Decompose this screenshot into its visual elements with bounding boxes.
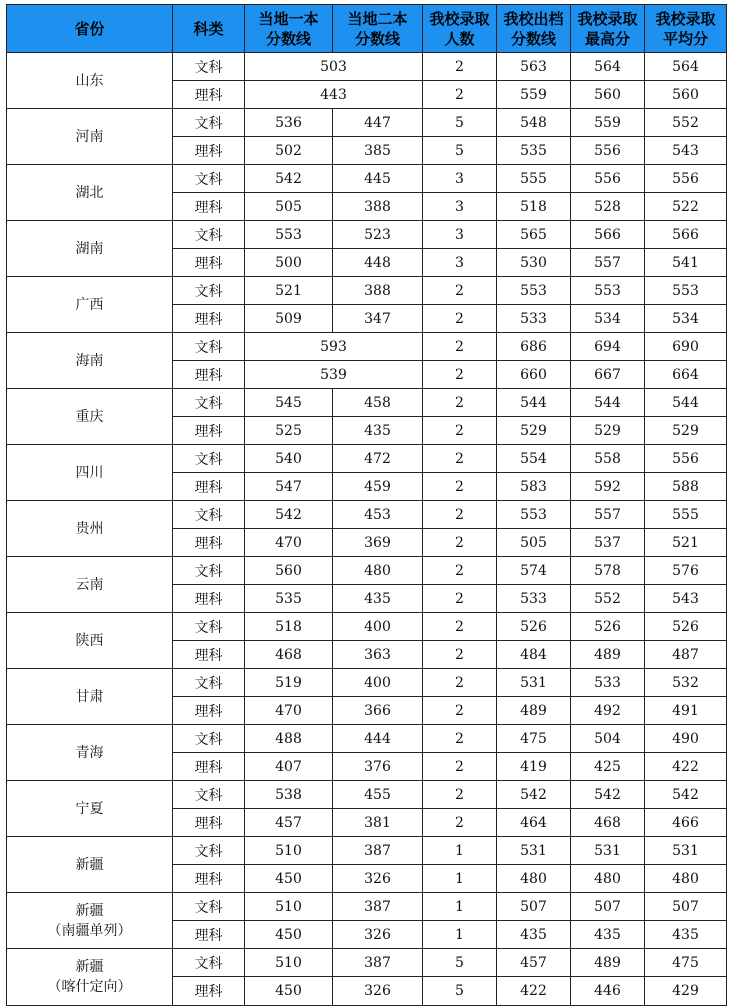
table-row — [7, 165, 727, 193]
max-score-cell: 507 — [571, 893, 645, 921]
archive-line-cell: 535 — [497, 137, 571, 165]
max-score-cell: 531 — [571, 837, 645, 865]
avg-score-cell: 529 — [645, 417, 727, 445]
category-cell: 理科 — [173, 865, 245, 893]
avg-score-cell: 491 — [645, 697, 727, 725]
province-cell — [7, 277, 173, 333]
category-cell: 理科 — [173, 697, 245, 725]
max-score-cell: 592 — [571, 473, 645, 501]
tier1-line-cell: 525 — [245, 417, 333, 445]
avg-score-cell: 564 — [645, 53, 727, 81]
province-cell — [7, 333, 173, 389]
tier1-line-cell: 407 — [245, 753, 333, 781]
category-cell: 理科 — [173, 977, 245, 1006]
enrolled-count-cell: 1 — [423, 893, 497, 921]
enrolled-count-cell: 2 — [423, 585, 497, 613]
tier1-line-cell: 470 — [245, 697, 333, 725]
archive-line-cell: 544 — [497, 389, 571, 417]
archive-line-cell: 553 — [497, 501, 571, 529]
avg-score-cell: 487 — [645, 641, 727, 669]
archive-line-cell: 554 — [497, 445, 571, 473]
tier1-line-cell: 545 — [245, 389, 333, 417]
enrolled-count-cell: 2 — [423, 529, 497, 557]
enrolled-count-cell: 2 — [423, 501, 497, 529]
tier2-line-cell: 388 — [333, 193, 423, 221]
enrolled-count-cell: 3 — [423, 249, 497, 277]
max-score-cell: 526 — [571, 613, 645, 641]
avg-score-cell: 555 — [645, 501, 727, 529]
header-province: 省份 — [7, 5, 173, 53]
category-cell: 文科 — [173, 949, 245, 977]
table-row — [7, 277, 727, 305]
category-cell: 文科 — [173, 501, 245, 529]
avg-score-cell: 522 — [645, 193, 727, 221]
max-score-cell: 534 — [571, 305, 645, 333]
avg-score-cell: 542 — [645, 781, 727, 809]
tier2-line-cell: 363 — [333, 641, 423, 669]
category-cell: 理科 — [173, 753, 245, 781]
enrolled-count-cell: 2 — [423, 445, 497, 473]
province-name: 四川 — [75, 464, 104, 481]
table-row — [7, 557, 727, 585]
avg-score-cell: 690 — [645, 333, 727, 361]
table-row — [7, 109, 727, 137]
avg-score-cell: 556 — [645, 165, 727, 193]
category-cell: 理科 — [173, 809, 245, 837]
avg-score-cell: 521 — [645, 529, 727, 557]
enrolled-count-cell: 1 — [423, 921, 497, 949]
tier2-line-cell: 387 — [333, 837, 423, 865]
enrolled-count-cell: 1 — [423, 865, 497, 893]
enrolled-count-cell: 2 — [423, 753, 497, 781]
tier1-line-cell: 509 — [245, 305, 333, 333]
province-name: 甘肃 — [75, 688, 104, 705]
admission-score-table — [6, 4, 727, 1006]
enrolled-count-cell: 5 — [423, 137, 497, 165]
header-archive-line: 我校出档 分数线 — [497, 5, 571, 53]
province-cell — [7, 669, 173, 725]
archive-line-cell: 531 — [497, 837, 571, 865]
avg-score-cell: 588 — [645, 473, 727, 501]
max-score-cell: 480 — [571, 865, 645, 893]
avg-score-cell: 507 — [645, 893, 727, 921]
tier2-line-cell: 523 — [333, 221, 423, 249]
enrolled-count-cell: 2 — [423, 641, 497, 669]
archive-line-cell: 489 — [497, 697, 571, 725]
archive-line-cell: 480 — [497, 865, 571, 893]
tier1-line-cell: 560 — [245, 557, 333, 585]
avg-score-cell: 556 — [645, 445, 727, 473]
province-cell — [7, 165, 173, 221]
province-cell — [7, 725, 173, 781]
archive-line-cell: 505 — [497, 529, 571, 557]
tier2-line-cell: 444 — [333, 725, 423, 753]
archive-line-cell: 542 — [497, 781, 571, 809]
tier2-line-cell: 445 — [333, 165, 423, 193]
tier2-line-cell: 435 — [333, 417, 423, 445]
tier2-line-cell: 480 — [333, 557, 423, 585]
max-score-cell: 558 — [571, 445, 645, 473]
tier1-line-cell: 510 — [245, 837, 333, 865]
enrolled-count-cell: 2 — [423, 725, 497, 753]
tier1-line-cell: 536 — [245, 109, 333, 137]
table-row — [7, 445, 727, 473]
archive-line-cell: 533 — [497, 585, 571, 613]
avg-score-cell: 526 — [645, 613, 727, 641]
tier1-line-cell: 502 — [245, 137, 333, 165]
province-name: 海南 — [75, 352, 104, 369]
province-name: 宁夏 — [75, 800, 104, 817]
tier1-line-cell: 450 — [245, 921, 333, 949]
archive-line-cell: 563 — [497, 53, 571, 81]
archive-line-cell: 555 — [497, 165, 571, 193]
tier2-line-cell: 366 — [333, 697, 423, 725]
tier2-line-cell: 447 — [333, 109, 423, 137]
province-cell — [7, 837, 173, 893]
category-cell: 理科 — [173, 417, 245, 445]
province-cell — [7, 557, 173, 613]
tier1-line-cell: 488 — [245, 725, 333, 753]
archive-line-cell: 507 — [497, 893, 571, 921]
enrolled-count-cell: 2 — [423, 361, 497, 389]
max-score-cell: 578 — [571, 557, 645, 585]
merged-line-cell: 539 — [245, 361, 423, 389]
tier1-line-cell: 470 — [245, 529, 333, 557]
tier2-line-cell: 400 — [333, 613, 423, 641]
category-cell: 理科 — [173, 641, 245, 669]
province-name: 新疆 — [75, 902, 104, 919]
max-score-cell: 556 — [571, 137, 645, 165]
max-score-cell: 559 — [571, 109, 645, 137]
tier1-line-cell: 510 — [245, 949, 333, 977]
archive-line-cell: 464 — [497, 809, 571, 837]
tier1-line-cell: 450 — [245, 865, 333, 893]
enrolled-count-cell: 2 — [423, 53, 497, 81]
enrolled-count-cell: 2 — [423, 613, 497, 641]
table-row — [7, 221, 727, 249]
enrolled-count-cell: 3 — [423, 193, 497, 221]
tier2-line-cell: 376 — [333, 753, 423, 781]
province-name: （南疆单列） — [47, 922, 132, 939]
avg-score-cell: 490 — [645, 725, 727, 753]
tier1-line-cell: 518 — [245, 613, 333, 641]
table-row — [7, 389, 727, 417]
category-cell: 理科 — [173, 137, 245, 165]
avg-score-cell: 566 — [645, 221, 727, 249]
archive-line-cell: 457 — [497, 949, 571, 977]
table-row — [7, 949, 727, 977]
province-cell — [7, 781, 173, 837]
table-row — [7, 501, 727, 529]
max-score-cell: 468 — [571, 809, 645, 837]
province-name: 湖北 — [75, 184, 104, 201]
max-score-cell: 553 — [571, 277, 645, 305]
province-name: 陕西 — [75, 632, 104, 649]
table-row — [7, 893, 727, 921]
archive-line-cell: 530 — [497, 249, 571, 277]
category-cell: 理科 — [173, 361, 245, 389]
avg-score-cell: 532 — [645, 669, 727, 697]
tier2-line-cell: 385 — [333, 137, 423, 165]
max-score-cell: 557 — [571, 249, 645, 277]
enrolled-count-cell: 2 — [423, 81, 497, 109]
archive-line-cell: 484 — [497, 641, 571, 669]
max-score-cell: 542 — [571, 781, 645, 809]
archive-line-cell: 529 — [497, 417, 571, 445]
province-name: 新疆 — [75, 856, 104, 873]
tier1-line-cell: 547 — [245, 473, 333, 501]
tier2-line-cell: 388 — [333, 277, 423, 305]
avg-score-cell: 664 — [645, 361, 727, 389]
province-cell — [7, 445, 173, 501]
max-score-cell: 544 — [571, 389, 645, 417]
max-score-cell: 425 — [571, 753, 645, 781]
max-score-cell: 537 — [571, 529, 645, 557]
max-score-cell: 504 — [571, 725, 645, 753]
table-row — [7, 725, 727, 753]
archive-line-cell: 435 — [497, 921, 571, 949]
enrolled-count-cell: 3 — [423, 165, 497, 193]
tier2-line-cell: 387 — [333, 893, 423, 921]
tier2-line-cell: 455 — [333, 781, 423, 809]
enrolled-count-cell: 2 — [423, 417, 497, 445]
avg-score-cell: 531 — [645, 837, 727, 865]
table-row — [7, 669, 727, 697]
enrolled-count-cell: 3 — [423, 221, 497, 249]
avg-score-cell: 576 — [645, 557, 727, 585]
tier1-line-cell: 500 — [245, 249, 333, 277]
avg-score-cell: 541 — [645, 249, 727, 277]
tier1-line-cell: 553 — [245, 221, 333, 249]
tier2-line-cell: 381 — [333, 809, 423, 837]
archive-line-cell: 553 — [497, 277, 571, 305]
merged-line-cell: 503 — [245, 53, 423, 81]
category-cell: 文科 — [173, 445, 245, 473]
category-cell: 理科 — [173, 473, 245, 501]
province-name: 广西 — [75, 296, 104, 313]
enrolled-count-cell: 5 — [423, 109, 497, 137]
avg-score-cell: 543 — [645, 137, 727, 165]
province-cell — [7, 53, 173, 109]
category-cell: 理科 — [173, 81, 245, 109]
max-score-cell: 533 — [571, 669, 645, 697]
merged-line-cell: 593 — [245, 333, 423, 361]
tier1-line-cell: 538 — [245, 781, 333, 809]
category-cell: 文科 — [173, 333, 245, 361]
enrolled-count-cell: 2 — [423, 277, 497, 305]
avg-score-cell: 480 — [645, 865, 727, 893]
tier1-line-cell: 521 — [245, 277, 333, 305]
archive-line-cell: 475 — [497, 725, 571, 753]
avg-score-cell: 534 — [645, 305, 727, 333]
province-cell — [7, 221, 173, 277]
max-score-cell: 560 — [571, 81, 645, 109]
table-row — [7, 837, 727, 865]
archive-line-cell: 548 — [497, 109, 571, 137]
table-body — [7, 53, 727, 1006]
enrolled-count-cell: 2 — [423, 333, 497, 361]
province-name: 重庆 — [75, 408, 104, 425]
tier2-line-cell: 435 — [333, 585, 423, 613]
category-cell: 理科 — [173, 305, 245, 333]
category-cell: 理科 — [173, 193, 245, 221]
province-cell — [7, 109, 173, 165]
enrolled-count-cell: 2 — [423, 473, 497, 501]
category-cell: 理科 — [173, 529, 245, 557]
enrolled-count-cell: 5 — [423, 977, 497, 1006]
max-score-cell: 435 — [571, 921, 645, 949]
tier1-line-cell: 450 — [245, 977, 333, 1006]
enrolled-count-cell: 2 — [423, 389, 497, 417]
tier2-line-cell: 326 — [333, 921, 423, 949]
avg-score-cell: 544 — [645, 389, 727, 417]
tier2-line-cell: 387 — [333, 949, 423, 977]
archive-line-cell: 660 — [497, 361, 571, 389]
max-score-cell: 529 — [571, 417, 645, 445]
header-max-score: 我校录取 最高分 — [571, 5, 645, 53]
archive-line-cell: 574 — [497, 557, 571, 585]
archive-line-cell: 518 — [497, 193, 571, 221]
archive-line-cell: 422 — [497, 977, 571, 1006]
avg-score-cell: 543 — [645, 585, 727, 613]
province-name: 山东 — [75, 72, 104, 89]
province-name: 河南 — [75, 128, 104, 145]
province-name: 新疆 — [75, 959, 104, 975]
max-score-cell: 566 — [571, 221, 645, 249]
header-avg-score: 我校录取 平均分 — [645, 5, 727, 53]
tier2-line-cell: 326 — [333, 865, 423, 893]
tier2-line-cell: 448 — [333, 249, 423, 277]
enrolled-count-cell: 1 — [423, 837, 497, 865]
avg-score-cell: 429 — [645, 977, 727, 1006]
tier1-line-cell: 510 — [245, 893, 333, 921]
header-tier2-line: 当地二本 分数线 — [333, 5, 423, 53]
max-score-cell: 556 — [571, 165, 645, 193]
province-cell — [7, 613, 173, 669]
max-score-cell: 667 — [571, 361, 645, 389]
max-score-cell: 492 — [571, 697, 645, 725]
header-row — [7, 5, 727, 53]
enrolled-count-cell: 2 — [423, 305, 497, 333]
category-cell: 理科 — [173, 585, 245, 613]
province-name: 湖南 — [75, 240, 104, 257]
archive-line-cell: 533 — [497, 305, 571, 333]
province-name: （喀什定向） — [47, 979, 132, 995]
enrolled-count-cell: 2 — [423, 697, 497, 725]
category-cell: 文科 — [173, 221, 245, 249]
table-row — [7, 53, 727, 81]
tier2-line-cell: 369 — [333, 529, 423, 557]
province-cell — [7, 949, 173, 1006]
avg-score-cell: 560 — [645, 81, 727, 109]
enrolled-count-cell: 2 — [423, 557, 497, 585]
avg-score-cell: 466 — [645, 809, 727, 837]
tier1-line-cell: 519 — [245, 669, 333, 697]
max-score-cell: 446 — [571, 977, 645, 1006]
tier2-line-cell: 459 — [333, 473, 423, 501]
category-cell: 理科 — [173, 249, 245, 277]
archive-line-cell: 565 — [497, 221, 571, 249]
category-cell: 理科 — [173, 921, 245, 949]
category-cell: 文科 — [173, 109, 245, 137]
max-score-cell: 557 — [571, 501, 645, 529]
province-cell — [7, 389, 173, 445]
category-cell: 文科 — [173, 893, 245, 921]
province-name: 云南 — [75, 576, 104, 593]
enrolled-count-cell: 2 — [423, 781, 497, 809]
archive-line-cell: 559 — [497, 81, 571, 109]
archive-line-cell: 531 — [497, 669, 571, 697]
archive-line-cell: 419 — [497, 753, 571, 781]
province-cell — [7, 501, 173, 557]
category-cell: 文科 — [173, 613, 245, 641]
category-cell: 文科 — [173, 165, 245, 193]
avg-score-cell: 475 — [645, 949, 727, 977]
header-category: 科类 — [173, 5, 245, 53]
category-cell: 文科 — [173, 669, 245, 697]
category-cell: 文科 — [173, 781, 245, 809]
tier1-line-cell: 542 — [245, 165, 333, 193]
enrolled-count-cell: 2 — [423, 669, 497, 697]
table-row — [7, 781, 727, 809]
max-score-cell: 564 — [571, 53, 645, 81]
archive-line-cell: 526 — [497, 613, 571, 641]
avg-score-cell: 422 — [645, 753, 727, 781]
tier2-line-cell: 453 — [333, 501, 423, 529]
tier2-line-cell: 400 — [333, 669, 423, 697]
category-cell: 文科 — [173, 389, 245, 417]
avg-score-cell: 552 — [645, 109, 727, 137]
archive-line-cell: 583 — [497, 473, 571, 501]
province-name: 青海 — [75, 744, 104, 761]
category-cell: 文科 — [173, 557, 245, 585]
avg-score-cell: 553 — [645, 277, 727, 305]
tier1-line-cell: 468 — [245, 641, 333, 669]
category-cell: 文科 — [173, 53, 245, 81]
table-row — [7, 613, 727, 641]
max-score-cell: 489 — [571, 949, 645, 977]
category-cell: 文科 — [173, 837, 245, 865]
archive-line-cell: 686 — [497, 333, 571, 361]
tier2-line-cell: 472 — [333, 445, 423, 473]
province-name: 贵州 — [75, 520, 104, 537]
header-enrolled-count: 我校录取 人数 — [423, 5, 497, 53]
enrolled-count-cell: 5 — [423, 949, 497, 977]
merged-line-cell: 443 — [245, 81, 423, 109]
tier1-line-cell: 457 — [245, 809, 333, 837]
tier1-line-cell: 535 — [245, 585, 333, 613]
tier1-line-cell: 540 — [245, 445, 333, 473]
tier1-line-cell: 542 — [245, 501, 333, 529]
tier2-line-cell: 326 — [333, 977, 423, 1006]
province-cell — [7, 893, 173, 949]
max-score-cell: 694 — [571, 333, 645, 361]
max-score-cell: 552 — [571, 585, 645, 613]
tier1-line-cell: 505 — [245, 193, 333, 221]
max-score-cell: 489 — [571, 641, 645, 669]
max-score-cell: 528 — [571, 193, 645, 221]
header-tier1-line: 当地一本 分数线 — [245, 5, 333, 53]
category-cell: 文科 — [173, 725, 245, 753]
table-row — [7, 333, 727, 361]
tier2-line-cell: 347 — [333, 305, 423, 333]
avg-score-cell: 435 — [645, 921, 727, 949]
tier2-line-cell: 458 — [333, 389, 423, 417]
enrolled-count-cell: 2 — [423, 809, 497, 837]
category-cell: 文科 — [173, 277, 245, 305]
